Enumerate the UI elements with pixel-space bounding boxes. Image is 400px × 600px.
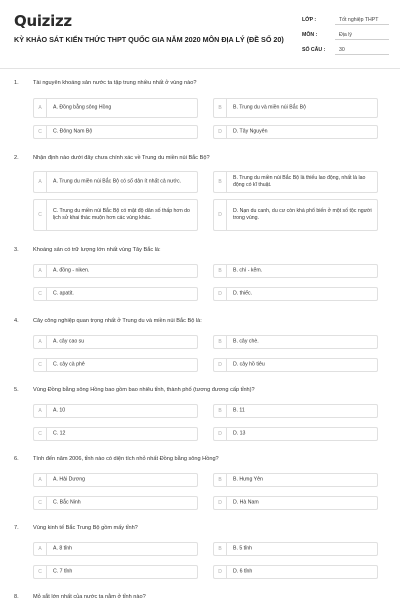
option-text: B. Hưng Yên	[233, 476, 263, 483]
option-letter: B	[214, 99, 227, 117]
option-text: B. 5 tỉnh	[233, 545, 253, 552]
question-number: 6.	[14, 456, 19, 462]
option-a[interactable]	[33, 404, 198, 418]
option-b[interactable]	[213, 404, 378, 418]
question-text: Mỏ sắt lớn nhất của nước ta nằm ở tỉnh nào?	[33, 594, 146, 600]
question-number: 7.	[14, 525, 19, 531]
option-letter: A	[34, 405, 47, 417]
option-letter: B	[214, 405, 227, 417]
question-number: 4.	[14, 318, 19, 324]
option-letter: A	[34, 336, 47, 348]
option-a[interactable]	[33, 264, 198, 278]
option-letter: A	[34, 543, 47, 555]
option-b[interactable]	[213, 335, 378, 349]
option-letter: B	[214, 543, 227, 555]
option-text: B. Trung du và miền núi Bắc Bộ	[233, 104, 306, 111]
option-text: B. cây chè.	[233, 338, 259, 345]
option-text: C. Trung du miền núi Bắc Bộ có mật độ dân số thấp hơn do lịch sử khai thác muộn hơn các vùng khác.	[53, 207, 190, 221]
option-text: D. 6 tỉnh	[233, 568, 253, 575]
option-letter: B	[214, 172, 227, 192]
option-a[interactable]	[33, 171, 198, 193]
subject-value: Địa lý	[335, 29, 389, 40]
option-a[interactable]	[33, 542, 198, 556]
subject-label: MÔN :	[302, 32, 318, 38]
option-letter: C	[34, 497, 47, 509]
option-letter: D	[214, 359, 227, 371]
option-text: B. chì - kẽm.	[233, 267, 263, 274]
option-text: C. Đông Nam Bộ	[53, 128, 93, 135]
option-letter: C	[34, 566, 47, 578]
option-d[interactable]	[213, 496, 378, 510]
option-c[interactable]	[33, 565, 198, 579]
option-text: C. cây cà phê	[53, 361, 85, 368]
option-a[interactable]	[33, 473, 198, 487]
option-text: A. Hải Dương	[53, 476, 85, 483]
option-letter: C	[34, 288, 47, 300]
option-letter: A	[34, 265, 47, 277]
option-text: A. cây cao su	[53, 338, 85, 345]
class-value: Tốt nghiệp THPT	[335, 14, 389, 25]
question-text: Vùng kinh tế Bắc Trung Bộ gồm mấy tỉnh?	[33, 525, 138, 531]
option-letter: B	[214, 265, 227, 277]
subject-field	[302, 29, 388, 42]
question-number: 5.	[14, 387, 19, 393]
question-text: Cây công nghiệp quan trọng nhất ở Trung du và miền núi Bắc Bộ là:	[33, 318, 202, 324]
option-b[interactable]	[213, 264, 378, 278]
option-text: D. 13	[233, 430, 246, 437]
option-b[interactable]	[213, 473, 378, 487]
option-d[interactable]	[213, 358, 378, 372]
question-text: Tài nguyên khoáng sản nước ta tập trung nhiều nhất ở vùng nào?	[33, 80, 197, 86]
option-text: A. 8 tỉnh	[53, 545, 73, 552]
option-c[interactable]	[33, 496, 198, 510]
option-text: D. thiếc.	[233, 290, 253, 297]
option-text: A. đồng - niken.	[53, 267, 90, 274]
quizizz-logo: Quizizz	[14, 12, 72, 30]
worksheet-header	[0, 0, 400, 66]
option-text: A. Đồng bằng sông Hồng	[53, 104, 112, 111]
option-text: C. 7 tỉnh	[53, 568, 73, 575]
option-letter: C	[34, 126, 47, 138]
question-number: 8.	[14, 594, 19, 600]
option-c[interactable]	[33, 427, 198, 441]
option-c[interactable]	[33, 125, 198, 139]
option-letter: D	[214, 288, 227, 300]
class-label: LỚP :	[302, 17, 317, 23]
option-letter: C	[34, 200, 47, 230]
question-text: Khoáng sản có trữ lượng lớn nhất vùng Tây Bắc là:	[33, 247, 161, 253]
option-letter: B	[214, 336, 227, 348]
option-text: B. 11	[233, 407, 245, 414]
option-a[interactable]	[33, 98, 198, 118]
option-b[interactable]	[213, 171, 378, 193]
option-letter: D	[214, 566, 227, 578]
option-letter: D	[214, 200, 227, 230]
question-text: Vùng Đồng bằng sông Hồng bao gồm bao nhiêu tỉnh, thành phố (tương đương cấp tỉnh)?	[33, 387, 255, 393]
option-a[interactable]	[33, 335, 198, 349]
option-c[interactable]	[33, 199, 198, 231]
option-text: D. cây hồ tiêu	[233, 361, 265, 368]
option-text: D. Tây Nguyên	[233, 128, 268, 135]
question-text: Tính đến năm 2006, tỉnh nào có diện tích nhỏ nhất Đồng bằng sông Hồng?	[33, 456, 219, 462]
option-text: B. Trung du miền núi Bắc Bộ là thiếu lao động, nhất là lao động có kĩ thuật.	[233, 174, 366, 188]
option-text: C. Bắc Ninh	[53, 499, 81, 506]
question-text: Nhận định nào dưới đây chưa chính xác về Trung du miền núi Bắc Bộ?	[33, 155, 210, 161]
option-d[interactable]	[213, 565, 378, 579]
question-count-field	[302, 44, 388, 57]
option-b[interactable]	[213, 98, 378, 118]
option-text: C. 12	[53, 430, 66, 437]
option-d[interactable]	[213, 125, 378, 139]
option-d[interactable]	[213, 287, 378, 301]
option-letter: C	[34, 359, 47, 371]
option-letter: A	[34, 99, 47, 117]
option-c[interactable]	[33, 358, 198, 372]
option-d[interactable]	[213, 199, 378, 231]
question-count-label: SỐ CÂU :	[302, 47, 326, 53]
option-text: A. Trung du miền núi Bắc Bộ có số dân ít nhất cả nước.	[53, 178, 181, 185]
option-text: D. Nạn du canh, du cư còn khá phổ biến ở một số tộc người trong vùng.	[233, 207, 372, 221]
option-letter: A	[34, 172, 47, 192]
header-divider	[0, 68, 400, 69]
option-letter: D	[214, 428, 227, 440]
option-letter: A	[34, 474, 47, 486]
option-letter: C	[34, 428, 47, 440]
option-text: C. apatit.	[53, 290, 74, 297]
option-c[interactable]	[33, 287, 198, 301]
option-letter: B	[214, 474, 227, 486]
option-d[interactable]	[213, 427, 378, 441]
question-number: 3.	[14, 247, 19, 253]
class-field	[302, 14, 388, 27]
question-count-value: 30	[335, 44, 389, 55]
option-letter: D	[214, 126, 227, 138]
option-text: A. 10	[53, 407, 66, 414]
worksheet-title: KỲ KHẢO SÁT KIẾN THỨC THPT QUỐC GIA NĂM 2020 MÔN ĐỊA LÝ (ĐỀ SỐ 20)	[14, 35, 284, 44]
question-number: 2.	[14, 155, 19, 161]
question-number: 1.	[14, 80, 19, 86]
option-letter: D	[214, 497, 227, 509]
option-text: D. Hà Nam	[233, 499, 259, 506]
option-b[interactable]	[213, 542, 378, 556]
